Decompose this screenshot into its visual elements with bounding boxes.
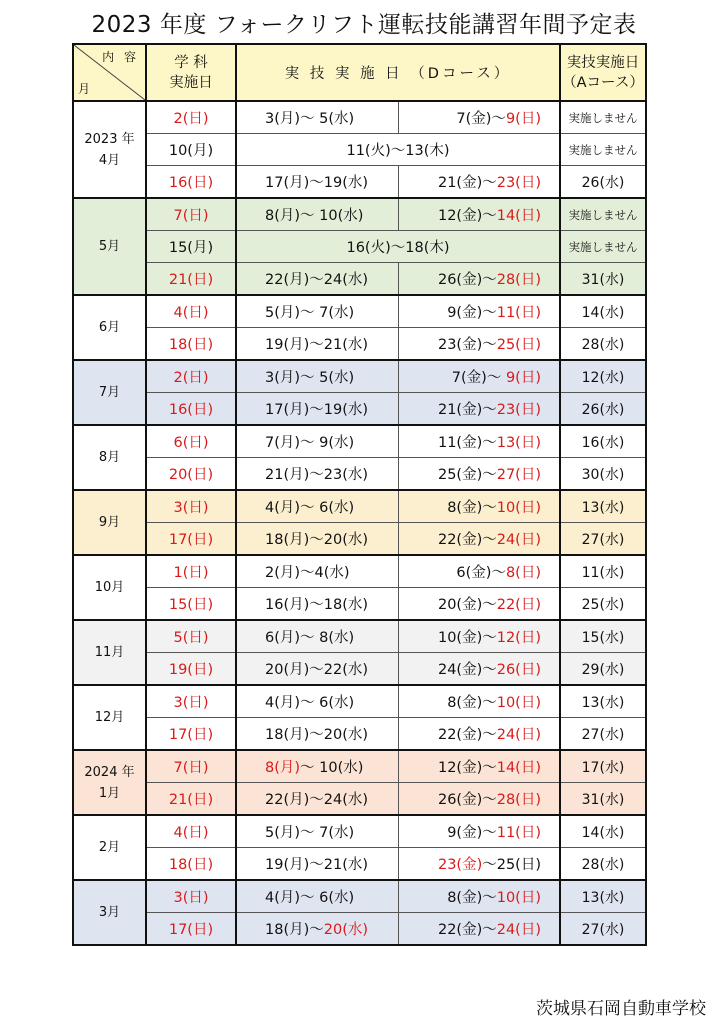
practical-d-first-cell [236, 718, 398, 751]
practical-a-cell: 25(水) [560, 588, 646, 621]
date-segment: 14(日) [496, 760, 541, 776]
date-segment: 28(日) [496, 792, 541, 808]
date-segment: 24(日) [496, 727, 541, 743]
practical-d-first-cell [236, 458, 398, 491]
month-label: 2023 年 [84, 131, 135, 147]
schedule-row [73, 166, 646, 199]
lecture-date-cell [146, 815, 236, 848]
practical-d-first-cell [236, 328, 398, 361]
date-segment: 3(月)～ 5(水) [265, 111, 355, 127]
date-segment: 15(月) [168, 240, 214, 256]
schedule-row [73, 815, 646, 848]
practical-a-cell: 28(水) [560, 328, 646, 361]
schedule-row [73, 231, 646, 263]
practical-a-cell: 実施しません [560, 101, 646, 134]
practical-a-cell: 11(水) [560, 555, 646, 588]
date-segment: 13(日) [496, 435, 541, 451]
practical-d-second-cell [398, 101, 560, 134]
date-segment: 8(日) [505, 565, 541, 581]
date-segment: 1(日) [173, 565, 209, 581]
date-segment: 4(月)～ 6(水) [265, 500, 355, 516]
date-segment: 23(金) [437, 857, 483, 873]
lecture-date-cell [146, 588, 236, 621]
lecture-date-cell [146, 458, 236, 491]
schedule-body [73, 101, 646, 945]
month-cell [73, 685, 146, 750]
date-segment: 14(日) [496, 208, 541, 224]
schedule-row [73, 295, 646, 328]
practical-d-span-cell [236, 231, 560, 263]
date-segment: 6(金)～ [456, 565, 506, 581]
date-segment: 18(日) [168, 857, 214, 873]
practical-d-first-cell [236, 101, 398, 134]
date-segment: 18(月)～ [265, 922, 324, 938]
date-segment: 2(日) [173, 370, 209, 386]
date-segment: 26(金)～ [437, 792, 497, 808]
practical-d-second-cell [398, 166, 560, 199]
date-segment: 9(金)～ [447, 825, 497, 841]
date-segment: 4(日) [173, 825, 209, 841]
month-cell [73, 815, 146, 880]
practical-d-first-cell [236, 198, 398, 231]
practical-d-second-cell [398, 328, 560, 361]
schedule-row [73, 328, 646, 361]
practical-d-second-cell [398, 588, 560, 621]
date-segment: 21(金)～ [437, 402, 497, 418]
lecture-header-line1: 学 科 [174, 54, 208, 71]
date-segment: 6(日) [173, 435, 209, 451]
lecture-date-cell [146, 913, 236, 946]
lecture-date-cell [146, 880, 236, 913]
lecture-date-cell [146, 555, 236, 588]
practical-d-second-cell [398, 685, 560, 718]
date-segment: 8(月) [265, 760, 301, 776]
date-segment: 21(日) [168, 272, 214, 288]
date-segment: 8(金)～ [447, 890, 497, 906]
date-segment: 26(金)～ [437, 272, 497, 288]
date-segment: 8(月)～ 10(水) [265, 208, 364, 224]
month-label: 9月 [98, 515, 121, 530]
date-segment: 24(日) [496, 922, 541, 938]
corner-content-label: 内 容 [102, 50, 139, 64]
date-segment: 23(日) [496, 402, 541, 418]
lecture-date-cell [146, 848, 236, 881]
lecture-date-cell [146, 490, 236, 523]
date-segment: 24(日) [496, 532, 541, 548]
lecture-date-cell [146, 328, 236, 361]
practical-d-first-cell [236, 523, 398, 556]
date-segment: 11(火)～13(木) [346, 143, 450, 159]
date-segment: 3(月)～ 5(水) [265, 370, 355, 386]
practical-a-header-line1: 実技実施日 [566, 54, 640, 71]
practical-d-second-cell [398, 815, 560, 848]
practical-d-second-cell [398, 783, 560, 816]
lecture-date-cell [146, 718, 236, 751]
practical-d-second-cell [398, 425, 560, 458]
practical-d-second-cell [398, 523, 560, 556]
date-segment: 23(金)～ [437, 337, 497, 353]
practical-d-first-cell [236, 815, 398, 848]
date-segment: 11(日) [496, 305, 541, 321]
month-cell [73, 425, 146, 490]
practical-a-header [560, 44, 646, 101]
practical-a-cell: 31(水) [560, 263, 646, 296]
month-label: 6月 [98, 320, 121, 335]
practical-a-cell: 13(水) [560, 685, 646, 718]
date-segment: 10(日) [496, 695, 541, 711]
date-segment: 7(月)～ 9(水) [265, 435, 355, 451]
schedule-row [73, 750, 646, 783]
date-segment: ～ 10(水) [300, 760, 364, 776]
date-segment: 27(日) [496, 467, 541, 483]
schedule-row [73, 685, 646, 718]
date-segment: 25(金)～ [437, 467, 497, 483]
practical-d-first-cell [236, 490, 398, 523]
practical-a-cell: 13(水) [560, 880, 646, 913]
date-segment: 17(月)～19(水) [265, 175, 369, 191]
practical-d-second-cell [398, 458, 560, 491]
practical-d-first-cell [236, 620, 398, 653]
month-cell [73, 101, 146, 198]
month-label: 5月 [98, 239, 121, 254]
date-segment: 16(日) [168, 175, 214, 191]
lecture-header-line2: 実施日 [169, 74, 213, 91]
month-label: 8月 [98, 450, 121, 465]
date-segment: 21(月)～23(水) [265, 467, 369, 483]
practical-d-second-cell [398, 295, 560, 328]
lecture-date-cell [146, 425, 236, 458]
date-segment: 8(金)～ [447, 695, 497, 711]
schedule-row [73, 263, 646, 296]
date-segment: 16(火)～18(木) [346, 240, 450, 256]
date-segment: 16(日) [168, 402, 214, 418]
practical-a-cell: 26(水) [560, 166, 646, 199]
practical-d-first-cell [236, 263, 398, 296]
date-segment: 19(月)～21(水) [265, 857, 369, 873]
lecture-date-cell [146, 523, 236, 556]
schedule-row [73, 848, 646, 881]
practical-d-second-cell [398, 880, 560, 913]
practical-a-cell: 実施しません [560, 198, 646, 231]
date-segment: 9(日) [505, 370, 541, 386]
practical-a-cell: 31(水) [560, 783, 646, 816]
lecture-date-cell [146, 231, 236, 263]
date-segment: 4(月)～ 6(水) [265, 695, 355, 711]
practical-d-first-cell [236, 295, 398, 328]
date-segment: 21(日) [168, 792, 214, 808]
date-segment: 17(日) [168, 727, 214, 743]
date-segment: 19(月)～21(水) [265, 337, 369, 353]
date-segment: 9(金)～ [447, 305, 497, 321]
month-cell [73, 198, 146, 295]
date-segment: 22(金)～ [437, 532, 497, 548]
practical-a-cell: 15(水) [560, 620, 646, 653]
lecture-date-cell [146, 101, 236, 134]
practical-d-second-cell [398, 913, 560, 946]
date-segment: 5(月)～ 7(水) [265, 305, 355, 321]
corner-header [73, 44, 146, 101]
schedule-row [73, 523, 646, 556]
practical-d-second-cell [398, 848, 560, 881]
schedule-row [73, 360, 646, 393]
practical-a-cell: 26(水) [560, 393, 646, 426]
date-segment: 21(金)～ [437, 175, 497, 191]
date-segment: 12(金)～ [437, 208, 497, 224]
practical-d-first-cell [236, 848, 398, 881]
practical-a-cell: 17(水) [560, 750, 646, 783]
date-segment: 24(金)～ [437, 662, 497, 678]
schedule-row [73, 134, 646, 166]
date-segment: 7(金)～ [456, 111, 506, 127]
date-segment: 12(日) [496, 630, 541, 646]
date-segment: 23(日) [496, 175, 541, 191]
practical-d-first-cell [236, 880, 398, 913]
practical-d-second-cell [398, 490, 560, 523]
date-segment: 20(金)～ [437, 597, 497, 613]
date-segment: ～25(日) [482, 857, 541, 873]
practical-a-cell: 27(水) [560, 718, 646, 751]
practical-a-cell: 実施しません [560, 231, 646, 263]
date-segment: 10(金)～ [437, 630, 497, 646]
practical-d-second-cell [398, 718, 560, 751]
practical-a-cell: 14(水) [560, 815, 646, 848]
schedule-row [73, 880, 646, 913]
practical-d-second-cell [398, 653, 560, 686]
practical-a-cell: 27(水) [560, 523, 646, 556]
date-segment: 18(日) [168, 337, 214, 353]
date-segment: 5(日) [173, 630, 209, 646]
header-row [73, 44, 646, 101]
month-label: 11月 [94, 645, 125, 660]
date-segment: 17(日) [168, 922, 214, 938]
practical-d-first-cell [236, 393, 398, 426]
schedule-row [73, 783, 646, 816]
practical-d-header: 実 技 実 施 日 （Dコース） [236, 44, 560, 101]
date-segment: 28(日) [496, 272, 541, 288]
date-segment: 22(月)～24(水) [265, 792, 369, 808]
schedule-row [73, 620, 646, 653]
date-segment: 15(日) [168, 597, 214, 613]
date-segment: 10(月) [168, 143, 214, 159]
date-segment: 19(日) [168, 662, 214, 678]
lecture-date-cell [146, 166, 236, 199]
lecture-date-cell [146, 750, 236, 783]
date-segment: 22(日) [496, 597, 541, 613]
practical-a-cell: 16(水) [560, 425, 646, 458]
month-cell [73, 620, 146, 685]
date-segment: 3(日) [173, 500, 209, 516]
date-segment: 10(日) [496, 890, 541, 906]
practical-a-cell: 12(水) [560, 360, 646, 393]
practical-d-first-cell [236, 685, 398, 718]
lecture-date-cell [146, 263, 236, 296]
lecture-date-cell [146, 653, 236, 686]
schedule-row [73, 490, 646, 523]
month-cell [73, 750, 146, 815]
date-segment: 20(日) [168, 467, 214, 483]
practical-d-first-cell [236, 166, 398, 199]
practical-d-first-cell [236, 555, 398, 588]
month-label: 10月 [94, 580, 125, 595]
date-segment: 20(水) [323, 922, 369, 938]
date-segment: 5(月)～ 7(水) [265, 825, 355, 841]
lecture-header [146, 44, 236, 101]
practical-d-second-cell [398, 360, 560, 393]
month-label: 7月 [98, 385, 121, 400]
practical-d-second-cell [398, 393, 560, 426]
practical-d-second-cell [398, 620, 560, 653]
date-segment: 10(日) [496, 500, 541, 516]
date-segment: 18(月)～20(水) [265, 727, 369, 743]
schedule-table [72, 43, 647, 946]
practical-d-first-cell [236, 425, 398, 458]
date-segment: 17(日) [168, 532, 214, 548]
practical-d-span-cell [236, 134, 560, 166]
schedule-row [73, 458, 646, 491]
practical-a-cell: 27(水) [560, 913, 646, 946]
practical-a-header-line2: （Aコース） [562, 74, 644, 91]
month-label: 12月 [94, 710, 125, 725]
month-label: 2月 [98, 840, 121, 855]
practical-a-cell: 14(水) [560, 295, 646, 328]
date-segment: 16(月)～18(水) [265, 597, 369, 613]
month-cell [73, 295, 146, 360]
corner-month-label: 月 [78, 82, 91, 96]
date-segment: 22(月)～24(水) [265, 272, 369, 288]
date-segment: 2(月)～4(水) [265, 565, 350, 581]
practical-d-first-cell [236, 588, 398, 621]
schedule-row [73, 101, 646, 134]
lecture-date-cell [146, 685, 236, 718]
date-segment: 4(日) [173, 305, 209, 321]
lecture-date-cell [146, 393, 236, 426]
month-cell [73, 555, 146, 620]
practical-a-cell: 28(水) [560, 848, 646, 881]
schedule-row [73, 913, 646, 946]
date-segment: 25(日) [496, 337, 541, 353]
date-segment: 3(日) [173, 890, 209, 906]
date-segment: 26(日) [496, 662, 541, 678]
date-segment: 22(金)～ [437, 727, 497, 743]
date-segment: 6(月)～ 8(水) [265, 630, 355, 646]
practical-a-cell: 13(水) [560, 490, 646, 523]
lecture-date-cell [146, 134, 236, 166]
practical-d-first-cell [236, 750, 398, 783]
practical-d-first-cell [236, 653, 398, 686]
month-cell [73, 880, 146, 945]
practical-a-cell: 実施しません [560, 134, 646, 166]
month-cell [73, 360, 146, 425]
schedule-row [73, 198, 646, 231]
practical-d-second-cell [398, 750, 560, 783]
schedule-row [73, 718, 646, 751]
date-segment: 3(日) [173, 695, 209, 711]
date-segment: 7(日) [173, 760, 209, 776]
practical-d-first-cell [236, 913, 398, 946]
date-segment: 11(日) [496, 825, 541, 841]
month-label: 1月 [98, 785, 121, 801]
date-segment: 2(日) [173, 111, 209, 127]
practical-d-second-cell [398, 263, 560, 296]
date-segment: 9(日) [505, 111, 541, 127]
practical-d-second-cell [398, 198, 560, 231]
schedule-row [73, 588, 646, 621]
schedule-row [73, 393, 646, 426]
month-cell [73, 490, 146, 555]
schedule-row [73, 555, 646, 588]
month-label: 2024 年 [84, 764, 135, 780]
practical-d-first-cell [236, 360, 398, 393]
practical-a-cell: 29(水) [560, 653, 646, 686]
lecture-date-cell [146, 360, 236, 393]
date-segment: 18(月)～20(水) [265, 532, 369, 548]
schedule-row [73, 653, 646, 686]
date-segment: 8(金)～ [447, 500, 497, 516]
date-segment: 20(月)～22(水) [265, 662, 369, 678]
month-label: 3月 [98, 905, 121, 920]
date-segment: 7(金)～ [451, 370, 506, 386]
lecture-date-cell [146, 783, 236, 816]
month-label: 4月 [98, 152, 121, 168]
lecture-date-cell [146, 295, 236, 328]
practical-d-second-cell [398, 555, 560, 588]
school-name: 茨城県石岡自動車学校 [536, 999, 706, 1019]
date-segment: 17(月)～19(水) [265, 402, 369, 418]
lecture-date-cell [146, 620, 236, 653]
lecture-date-cell [146, 198, 236, 231]
date-segment: 4(月)～ 6(水) [265, 890, 355, 906]
date-segment: 11(金)～ [437, 435, 497, 451]
date-segment: 7(日) [173, 208, 209, 224]
practical-d-first-cell [236, 783, 398, 816]
date-segment: 22(金)～ [437, 922, 497, 938]
date-segment: 12(金)～ [437, 760, 497, 776]
schedule-row [73, 425, 646, 458]
page-title: 2023 年度 フォークリフト運転技能講習年間予定表 [91, 12, 637, 38]
practical-a-cell: 30(水) [560, 458, 646, 491]
